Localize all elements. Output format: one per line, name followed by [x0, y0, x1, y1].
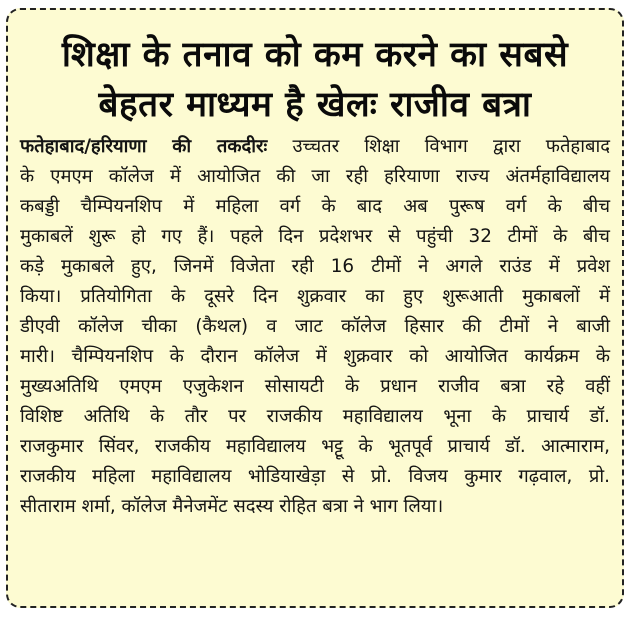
body-line: के एमएम कॉलेज में आयोजित की जा रही हरियाणा राज्य अंतर्महाविद्यालय: [20, 166, 610, 187]
body-line: राजकुमार सिंवर, राजकीय महाविद्यालय भट्टू के भूतपूर्व प्राचार्य डॉ. आत्माराम,: [20, 436, 610, 457]
body-line: विशिष्ट अतिथि के तौर पर राजकीय महाविद्यालय भूना के प्राचार्य डॉ.: [20, 406, 610, 427]
article-body: [20, 132, 610, 522]
headline-line-2: बेहतर माध्यम है खेलः राजीव बत्रा: [98, 85, 532, 125]
body-line: कड़े मुकाबले हुए, जिनमें विजेता रही 16 टीमों ने अगले राउंड में प्रवेश: [20, 256, 610, 277]
news-clipping: [6, 8, 624, 608]
body-line: मुकाबलें शुरू हो गए हैं। पहले दिन प्रदेशभर से पहुंची 32 टीमों के बीच: [20, 226, 610, 247]
headline-line-1: शिक्षा के तनाव को कम करने का सबसे: [61, 35, 569, 75]
body-line: मारी। चैम्पियनशिप के दौरान कॉलेज में शुक्रवार को आयोजित कार्यक्रम के: [20, 346, 610, 367]
body-line: [20, 132, 610, 162]
dateline: फतेहाबाद/हरियाणा की तकदीरः: [20, 136, 268, 157]
body-line: डीएवी कॉलेज चीका (कैथल) व जाट कॉलेज हिसार की टीमों ने बाजी: [20, 316, 610, 337]
body-line: कबड्डी चैम्पियनशिप में महिला वर्ग के बाद अब पुरूष वर्ग के बीच: [20, 196, 610, 217]
body-line: सीताराम शर्मा, कॉलेज मैनेजमेंट सदस्य रोहित बत्रा ने भाग लिया।: [20, 496, 444, 517]
headline: [24, 30, 606, 130]
body-line: किया। प्रतियोगिता के दूसरे दिन शुक्रवार का हुए शुरूआती मुकाबलों में: [20, 286, 610, 307]
body-line-text: उच्चतर शिक्षा विभाग द्वारा फतेहाबाद: [292, 136, 610, 157]
body-line: राजकीय महिला महाविद्यालय भोडियाखेड़ा से प्रो. विजय कुमार गढ़वाल, प्रो.: [20, 466, 610, 487]
body-line: मुख्यअतिथि एमएम एजुकेशन सोसायटी के प्रधान राजीव बत्रा रहे वहीं: [20, 376, 610, 397]
